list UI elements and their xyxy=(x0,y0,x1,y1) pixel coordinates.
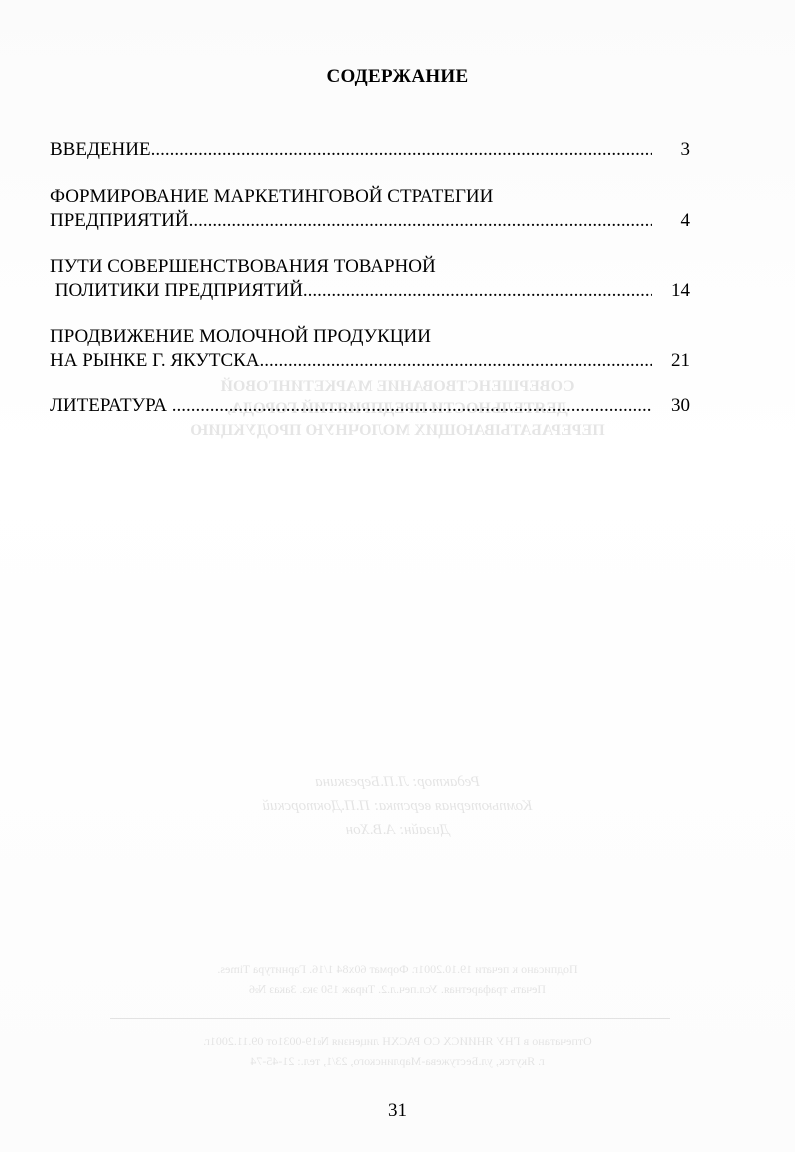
toc-leader-dots xyxy=(172,394,652,418)
show-through-text: ПЕРЕРАБАТЫВАЮЩИХ МОЛОЧНУЮ ПРОДУКЦИЮ xyxy=(190,422,605,439)
toc-entry-dairy-promotion[interactable] xyxy=(50,325,690,373)
show-through-text: Компьютерная верстка: П.П.Докторский xyxy=(262,798,533,814)
toc-leader-dots xyxy=(260,349,652,373)
toc-entry-introduction[interactable] xyxy=(50,138,690,162)
toc-entry-marketing-strategy[interactable] xyxy=(50,185,690,233)
toc-entry-literature[interactable] xyxy=(50,394,690,418)
toc-entry-title-cont: ПРЕДПРИЯТИЙ xyxy=(50,210,189,231)
toc-entry-product-policy[interactable] xyxy=(50,255,690,303)
show-through-text: СОВЕРШЕНСТВОВАНИЕ МАРКЕТИНГОВОЙ xyxy=(220,378,575,395)
toc-entry-title-cont: ПОЛИТИКИ ПРЕДПРИЯТИЙ xyxy=(50,280,303,301)
toc-entry-title: ПРОДВИЖЕНИЕ МОЛОЧНОЙ ПРОДУКЦИИ xyxy=(50,326,431,347)
toc-leader-dots xyxy=(151,138,652,162)
toc-entry-title: ФОРМИРОВАНИЕ МАРКЕТИНГОВОЙ СТРАТЕГИИ xyxy=(50,186,494,207)
toc-page-number: 4 xyxy=(680,210,690,231)
toc-entry-title: ВВЕДЕНИЕ xyxy=(50,139,151,160)
toc-page-number: 14 xyxy=(671,280,690,301)
show-through-text: Дизайн: А.В.Хон xyxy=(345,822,450,838)
show-through-text: Подписано к печати 19.10.2001г. Формат 60х84 1/16. Гарнитура Times. xyxy=(217,962,578,976)
show-through-text: Отпечатано в ГНУ ЯНИИСХ СО РАСХН лицензия №19-0031от 09.11.2001г. xyxy=(203,1034,592,1048)
toc-entry-title-cont: НА РЫНКЕ Г. ЯКУТСКА xyxy=(50,350,260,371)
toc-entry-title: ЛИТЕРАТУРА xyxy=(50,395,172,416)
toc-page-number: 3 xyxy=(680,139,690,160)
show-through-text: г. Якутск, ул.Бестужева-Марлинского, 23/1, тел.: 21-45-74 xyxy=(250,1054,545,1068)
toc-page-number: 30 xyxy=(671,395,690,416)
show-through-rule xyxy=(110,1018,670,1019)
show-through-text: ДЕЯТЕЛЬНОСТИ ПРЕДПРИЯТИЙ ГОРОДА, xyxy=(227,400,568,417)
page-number: 31 xyxy=(388,1100,407,1121)
page-title: СОДЕРЖАНИЕ xyxy=(326,66,469,87)
toc-leader-dots xyxy=(303,279,652,303)
show-through-text: Редактор: Л.П.Березкина xyxy=(315,774,480,790)
toc-leader-dots xyxy=(189,209,652,233)
toc-entry-title: ПУТИ СОВЕРШЕНСТВОВАНИЯ ТОВАРНОЙ xyxy=(50,256,436,277)
show-through-text: Печать трафаретная. Усл.печ.л.2. Тираж 150 экз. Заказ №6 xyxy=(248,982,547,996)
toc-page-number: 21 xyxy=(671,350,690,371)
